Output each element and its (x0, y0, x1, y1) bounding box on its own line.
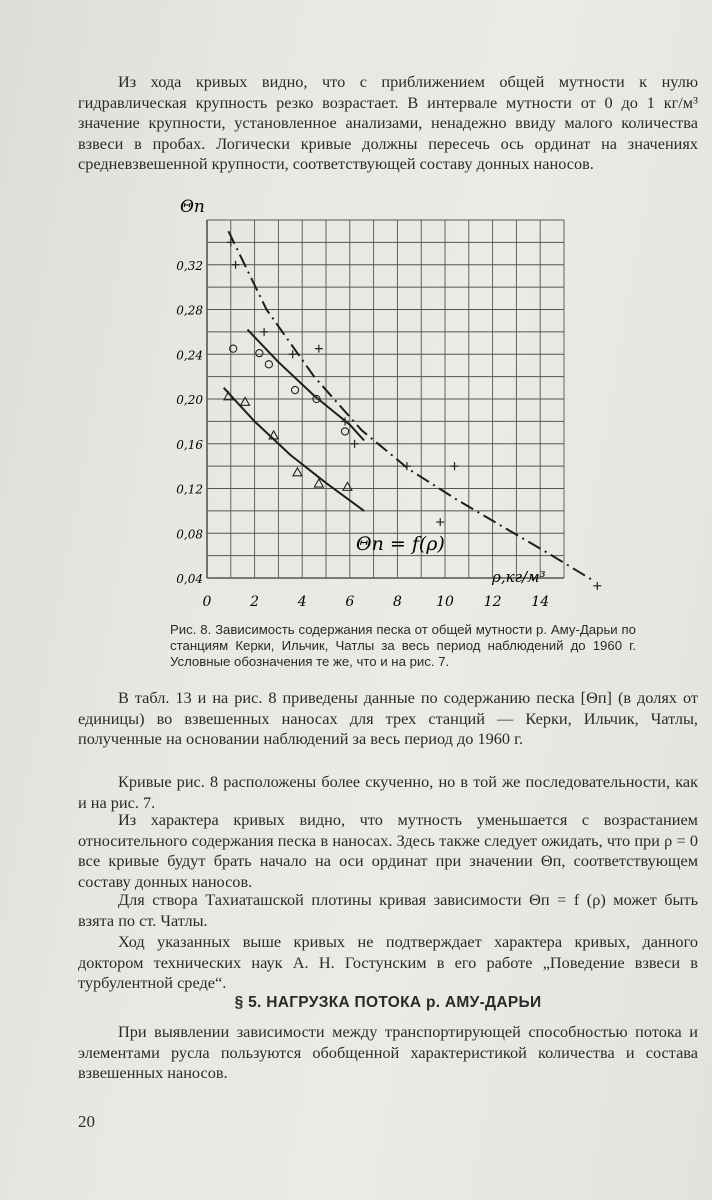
chart-grid (207, 220, 564, 578)
y-tick-label: 0,04 (176, 572, 203, 586)
marker-plus (260, 328, 268, 336)
chart-ticks (176, 259, 549, 610)
marker-plus (227, 238, 235, 246)
marker-triangle (343, 482, 352, 490)
marker-circle (265, 361, 272, 368)
marker-plus (403, 462, 411, 470)
figure-caption: Рис. 8. Зависимость содержания песка от общей мутности р. Аму-Дарьи по станциям Керки, Ильчик, Чатлы за весь период наблюдений до 1960 г. Условные обозначения те же, что и на рис. 7. (170, 622, 636, 669)
y-tick-label: 0,12 (176, 482, 203, 497)
marker-plus (315, 345, 323, 353)
marker-plus (232, 261, 240, 269)
y-tick-label: 0,24 (176, 348, 203, 363)
paragraph-intro: Из хода кривых видно, что с приближением общей мутности к нулю гидравлическая крупность резко возрастает. В интервале мутности от 0 до 1 кг/м³ значение крупности, установленное анализами, ненадежно ввиду малого количества взвеси в пробах. Логически кривые должны пересечь ось ординат на значениях средневзвешенной крупности, соответствующей составу донных наносов. (78, 72, 698, 174)
fit-line-1 (248, 330, 365, 441)
paragraph-table-13: В табл. 13 и на рис. 8 приведены данные по содержанию песка [Θп] (в долях от единицы) во взвешенных наносах для трех станций — Керки, Ильчик, Чатлы, полученные на основании наблюдений за весь период до 1960 г. (78, 688, 698, 749)
paragraph-character: Из характера кривых видно, что мутность уменьшается с возрастанием относительного содержания песка в наносах. Здесь также следует ожидать, что при ρ = 0 все кривые будут брать начало на оси ординат при значении Θп, соответствующем составу донных наносов. (78, 810, 698, 891)
marker-circle (256, 350, 263, 357)
x-tick-label: 10 (436, 594, 454, 610)
marker-plus (436, 518, 444, 526)
x-tick-label: 4 (297, 594, 307, 610)
marker-plus (451, 462, 459, 470)
x-tick-label: 14 (531, 594, 550, 610)
marker-circle (341, 428, 348, 435)
marker-triangle (269, 431, 278, 439)
chart-formula-label: Θп = f(ρ) (356, 533, 445, 555)
x-tick-label: 6 (345, 594, 355, 610)
y-tick-label: 0,28 (176, 303, 203, 318)
y-tick-label: 0,32 (176, 258, 203, 273)
paragraph-gostunsky: Ход указанных выше кривых не подтверждает характера кривых, данного доктором технических наук А. Н. Гостунским в его работе „Поведение взвеси в турбулентной среде“. (78, 932, 698, 993)
y-tick-label: 0,20 (176, 393, 203, 407)
paragraph-dam: Для створа Тахиаташской плотины кривая зависимости Θп = f (ρ) может быть взята по ст. Чатлы. (78, 890, 698, 930)
marker-plus (351, 440, 359, 448)
page-number: 20 (78, 1112, 95, 1131)
x-tick-label: 8 (392, 594, 402, 610)
chart-fit-lines (224, 231, 593, 580)
x-tick-label: 2 (250, 594, 260, 610)
paragraph-curves: Кривые рис. 8 расположены более скученно, но в той же последовательности, как и на рис. 7. (78, 772, 698, 812)
y-tick-label: 0,08 (176, 527, 203, 542)
chart-y-axis-label: Θп (180, 197, 205, 217)
x-tick-label: 0 (202, 594, 212, 610)
marker-plus (593, 582, 601, 590)
x-tick-label: 12 (483, 594, 502, 610)
chart-x-axis-label: ρ,кг/м³ (492, 568, 546, 586)
paragraph-load: При выявлении зависимости между транспортирующей способностью потока и элементами русла пользуются обобщенной характеристикой количества и состава взвешенных наносов. (78, 1022, 698, 1083)
marker-triangle (293, 468, 302, 476)
y-tick-label: 0,16 (176, 437, 203, 452)
fit-line-0 (228, 231, 592, 580)
marker-circle (291, 386, 298, 393)
section-heading: § 5. НАГРУЗКА ПОТОКА р. АМУ-ДАРЬИ (234, 994, 542, 1011)
fit-line-2 (224, 388, 364, 511)
